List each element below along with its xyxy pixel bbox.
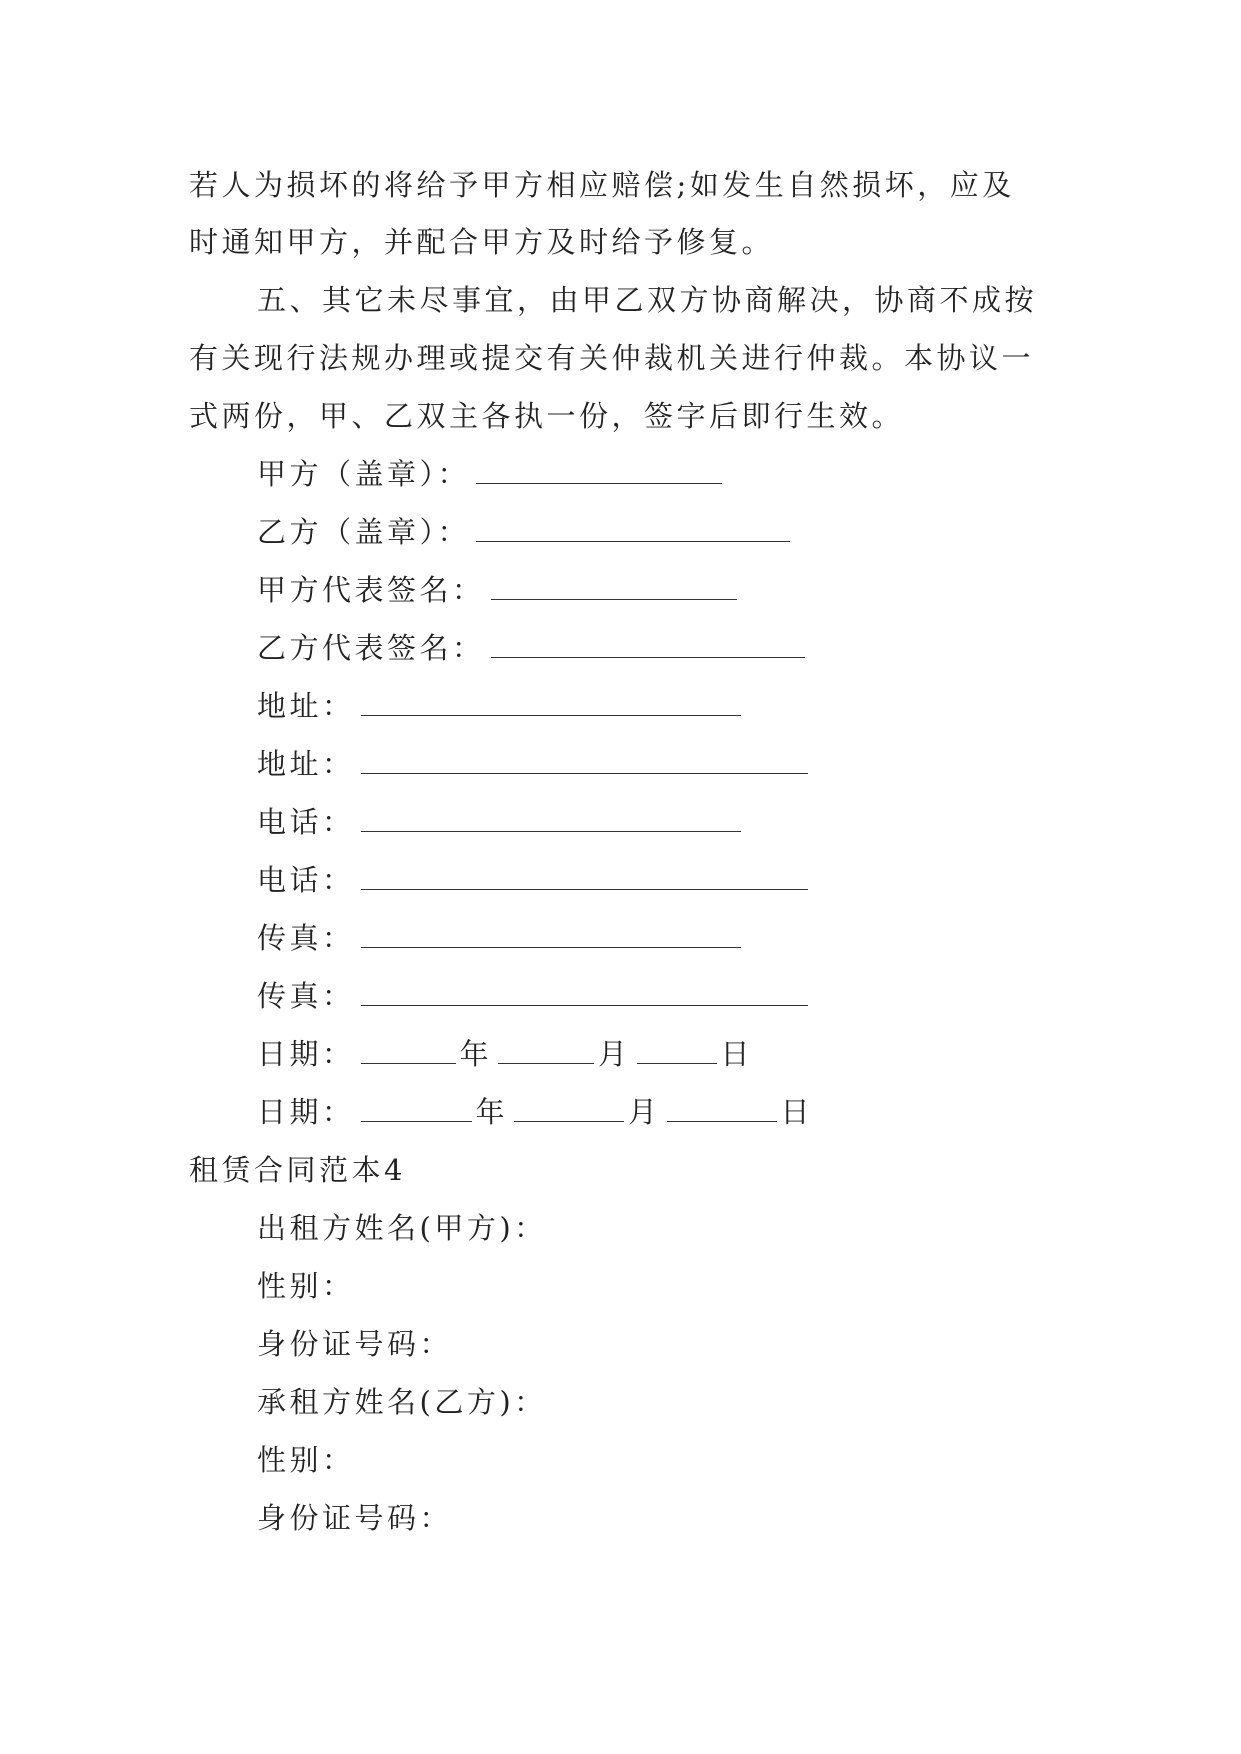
phone-label-1: 电话：: [257, 805, 355, 839]
phone-blank-2[interactable]: [361, 867, 808, 890]
date-day-blank-2[interactable]: [667, 1099, 777, 1122]
party-b-seal-blank[interactable]: [476, 519, 790, 542]
lessee-id-label: 身份证号码：: [257, 1501, 453, 1535]
party-b-rep-field: [257, 628, 809, 668]
address-label-1: 地址：: [257, 689, 355, 723]
date-year-unit-1: 年: [459, 1037, 493, 1071]
party-a-rep-blank[interactable]: [491, 577, 737, 600]
paragraph-1-line-2: 时通知甲方，并配合甲方及时给予修复。: [189, 225, 775, 259]
phone-field-2: [257, 860, 812, 900]
party-a-seal-blank[interactable]: [476, 461, 722, 484]
date-year-blank-2[interactable]: [361, 1099, 472, 1122]
phone-field-1: [257, 802, 745, 842]
paragraph-2-line-2: 有关现行法规办理或提交有关仲裁机关进行仲裁。本协议一: [189, 341, 1035, 375]
fax-label-2: 传真：: [257, 979, 355, 1013]
party-a-rep-label: 甲方代表签名：: [257, 573, 485, 607]
date-field-1: [257, 1034, 753, 1074]
lessee-gender-label: 性别：: [257, 1443, 355, 1477]
paragraph-2-line-1: 五、其它未尽事宜，由甲乙双方协商解决，协商不成按: [257, 283, 1038, 317]
date-year-blank-1[interactable]: [361, 1041, 456, 1064]
date-month-unit-1: 月: [598, 1037, 631, 1071]
lessor-gender-label: 性别：: [257, 1269, 355, 1303]
fax-field-2: [257, 976, 812, 1016]
date-day-blank-1[interactable]: [637, 1041, 717, 1064]
phone-label-2: 电话：: [257, 863, 355, 897]
paragraph-2-line-3: 式两份，甲、乙双主各执一份，签字后即行生效。: [189, 399, 905, 433]
lessee-name-label: 承租方姓名(乙方)：: [257, 1385, 547, 1419]
party-a-seal-field: [257, 454, 726, 494]
party-b-rep-blank[interactable]: [491, 635, 805, 658]
party-b-seal-field: [257, 512, 794, 552]
address-field-1: [257, 686, 745, 726]
address-blank-2[interactable]: [361, 751, 808, 774]
section-title: 租赁合同范本4: [189, 1153, 406, 1187]
date-label-1: 日期：: [257, 1037, 355, 1071]
date-label-2: 日期：: [257, 1095, 355, 1129]
party-a-rep-field: [257, 570, 741, 610]
date-month-blank-2[interactable]: [514, 1099, 624, 1122]
lessor-name-label: 出租方姓名(甲方)：: [257, 1211, 547, 1245]
date-day-unit-2: 日: [780, 1095, 814, 1129]
party-a-seal-label: 甲方（盖章）：: [257, 457, 471, 491]
party-b-rep-label: 乙方代表签名：: [257, 631, 485, 665]
date-year-unit-2: 年: [475, 1095, 509, 1129]
fax-blank-1[interactable]: [361, 925, 741, 948]
fax-field-1: [257, 918, 745, 958]
address-field-2: [257, 744, 812, 784]
phone-blank-1[interactable]: [361, 809, 741, 832]
date-month-blank-1[interactable]: [498, 1041, 594, 1064]
date-month-unit-2: 月: [628, 1095, 661, 1129]
address-blank-1[interactable]: [361, 693, 741, 716]
fax-blank-2[interactable]: [361, 983, 808, 1006]
fax-label-1: 传真：: [257, 921, 355, 955]
date-day-unit-1: 日: [720, 1037, 754, 1071]
lessor-id-label: 身份证号码：: [257, 1327, 453, 1361]
party-b-seal-label: 乙方（盖章）：: [257, 515, 471, 549]
address-label-2: 地址：: [257, 747, 355, 781]
date-field-2: [257, 1092, 813, 1132]
paragraph-1-line-1: 若人为损坏的将给予甲方相应赔偿;如发生自然损坏，应及: [189, 168, 1015, 202]
